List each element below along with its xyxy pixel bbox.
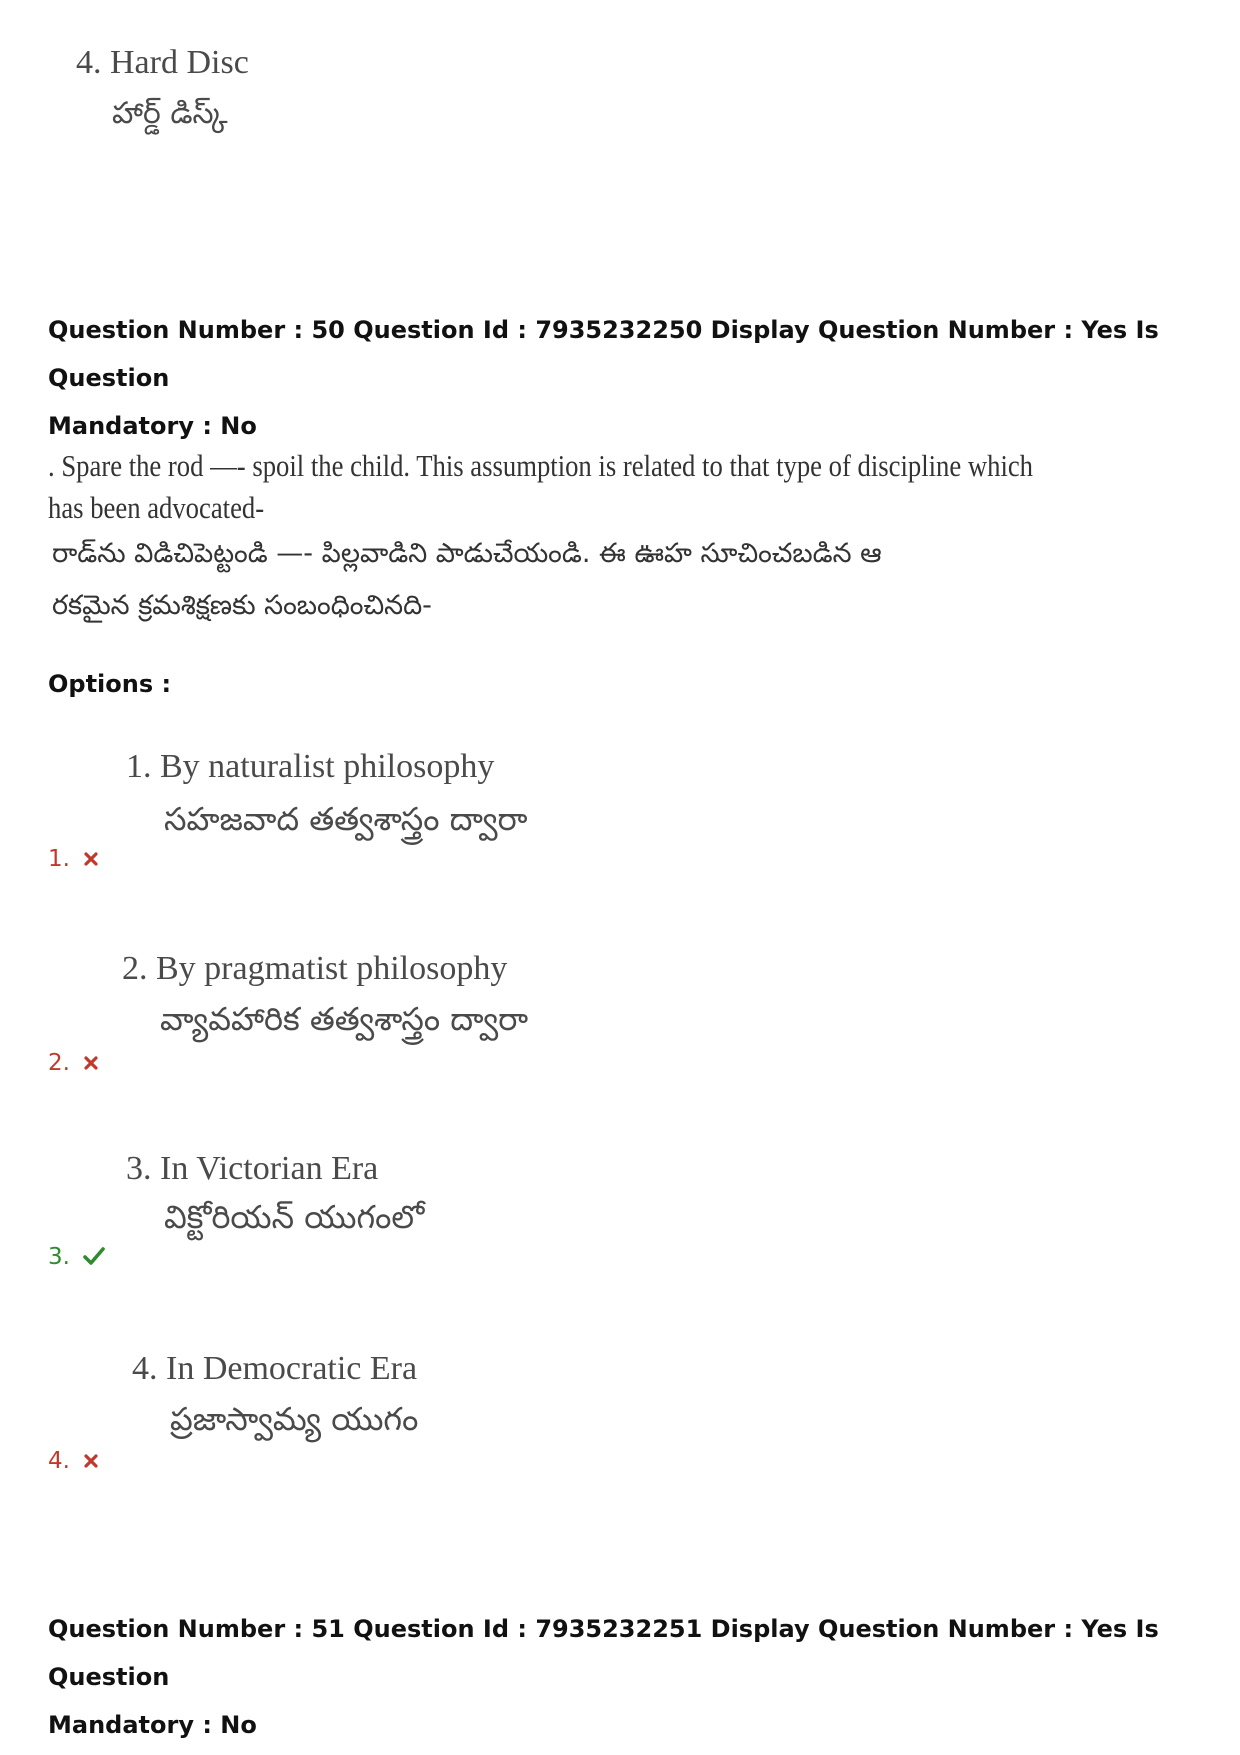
option-1-telugu: సహజవాద తత్వశాస్త్రం ద్వారా <box>164 800 528 838</box>
question-50-meta-line1: Question Number : 50 Question Id : 7935232250 Display Question Number : Yes Is Question <box>48 316 1159 392</box>
question-50-text-en-2: has been advocated- <box>48 490 265 525</box>
option-1[interactable] <box>0 740 1240 880</box>
option-4-marker <box>48 1448 99 1475</box>
question-51-meta-line2: Mandatory : No <box>48 1711 257 1739</box>
option-4-number: 4. <box>48 1448 70 1474</box>
option-3[interactable] <box>0 1148 1240 1288</box>
question-51-meta-line1: Question Number : 51 Question Id : 7935232251 Display Question Number : Yes Is Question <box>48 1615 1159 1691</box>
question-50-text-te-2: రకమైన క్రమశిక్షణకు సంబంధించినది- <box>52 590 432 621</box>
prev-option-4-telugu: హార్డ్ డిస్క్ <box>112 96 228 131</box>
question-50-meta-line2: Mandatory : No <box>48 412 257 440</box>
cross-icon <box>83 1449 99 1475</box>
prev-option-4-english: 4. Hard Disc <box>76 44 249 81</box>
option-4-english: 4. In Democratic Era <box>132 1350 418 1387</box>
option-2-marker <box>48 1050 99 1077</box>
option-3-number: 3. <box>48 1244 70 1270</box>
option-2-number: 2. <box>48 1050 70 1076</box>
question-50-text-te-1: రాడ్‌ను విడిచిపెట్టండి —- పిల్లవాడిని పాడుచేయండి. ఈ ఊహ సూచించబడిన ఆ <box>52 538 882 569</box>
cross-icon <box>83 1051 99 1077</box>
question-50-meta <box>48 306 1208 450</box>
option-4-telugu: ప్రజాస్వామ్య యుగం <box>170 1400 419 1438</box>
option-3-marker <box>48 1244 105 1271</box>
option-1-marker <box>48 846 99 873</box>
question-50-text-en-1: . Spare the rod —- spoil the child. This assumption is related to that type of discipline which <box>48 448 1034 483</box>
option-1-number: 1. <box>48 846 70 872</box>
check-icon <box>83 1245 105 1271</box>
options-label: Options : <box>48 670 172 698</box>
cross-icon <box>83 847 99 873</box>
option-3-telugu: విక్టోరియన్ యుగంలో <box>164 1198 425 1236</box>
option-3-english: 3. In Victorian Era <box>126 1150 379 1187</box>
question-50-text-image <box>48 448 1034 638</box>
question-51-meta <box>48 1605 1208 1749</box>
option-2[interactable] <box>0 942 1240 1082</box>
option-2-english: 2. By pragmatist philosophy <box>122 950 508 987</box>
option-4[interactable] <box>0 1350 1240 1490</box>
option-1-english: 1. By naturalist philosophy <box>126 748 495 785</box>
option-2-telugu: వ్యావహారిక తత్వశాస్త్రం ద్వారా <box>160 1000 529 1038</box>
